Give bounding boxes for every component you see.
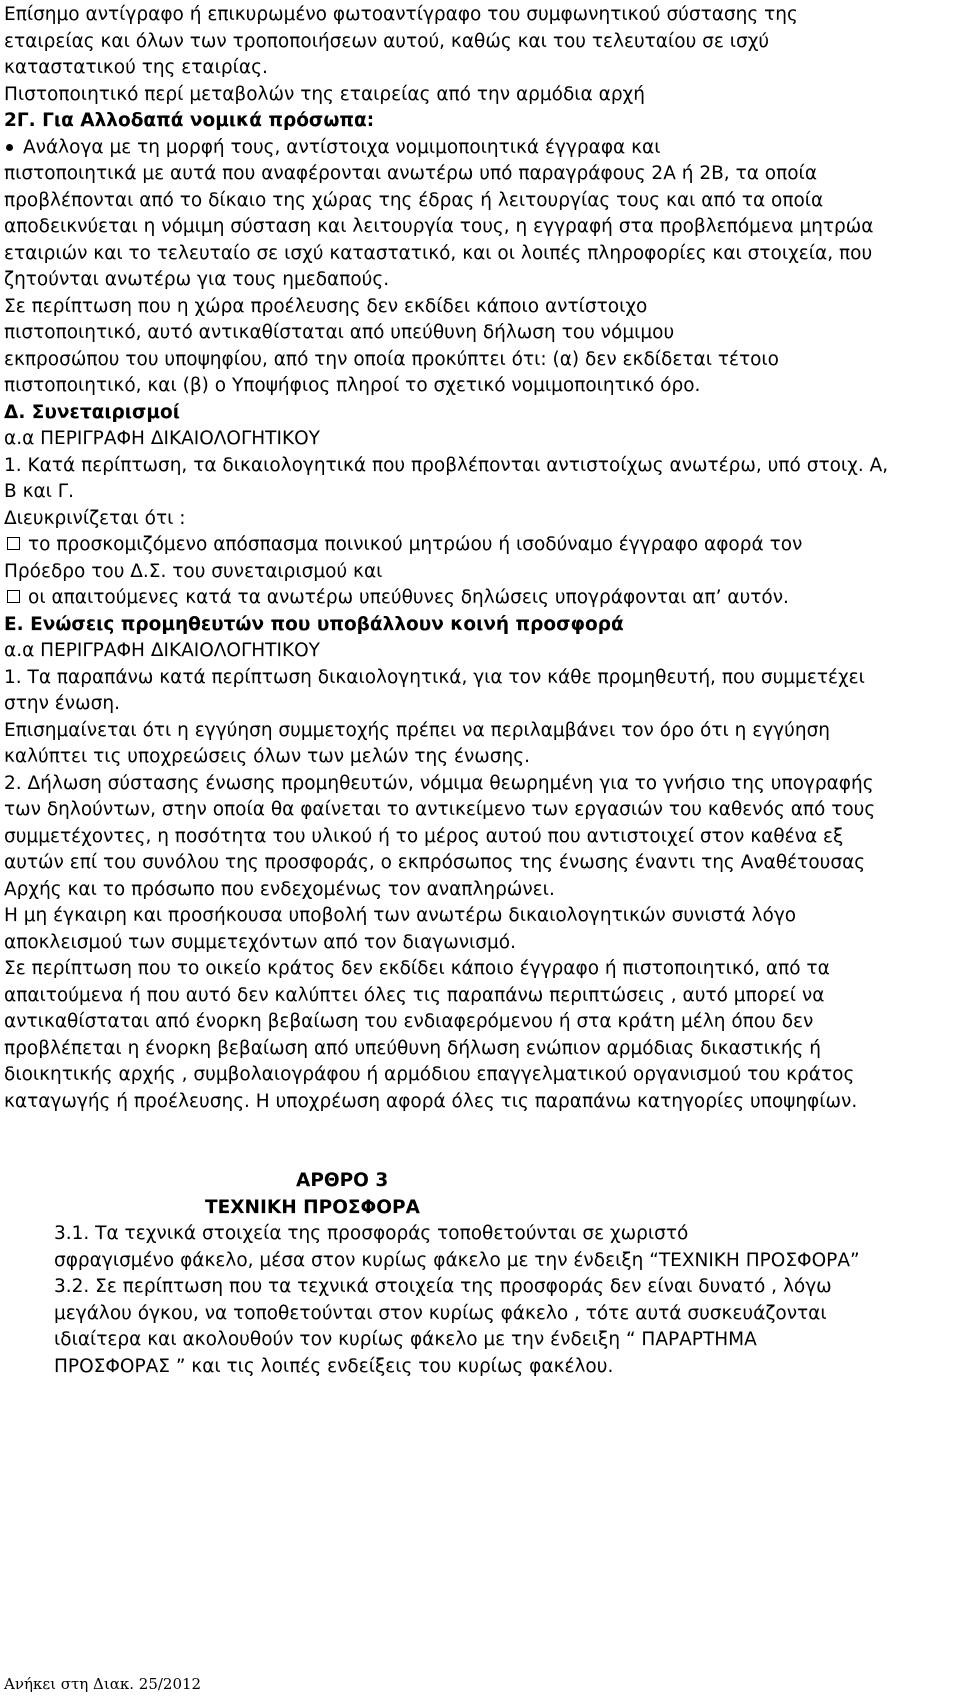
article-title: ΑΡΘΡΟ 3 [296,1170,389,1191]
text-line: εταιριών και το τελευταίο σε ισχύ καταστατικό, και οι λοιπές πληροφορίες και στοιχεία, που [4,243,873,264]
text-line: α.α ΠΕΡΙΓΡΑΦΗ ΔΙΚΑΙΟΛΟΓΗΤΙΚΟΥ [4,640,320,661]
text-line: Διευκρινίζεται ότι : [4,508,186,529]
text-line: αντικαθίσταται από ένορκη βεβαίωση του ενδιαφερόμενου ή στα κράτη μέλη όπου δεν [4,1011,814,1032]
text-line: Πιστοποιητικό περί μεταβολών της εταιρείας από την αρμόδια αρχή [4,84,645,105]
text-line: 3.2. Σε περίπτωση που τα τεχνικά στοιχεία της προσφοράς δεν είναι δυνατό , λόγω [54,1276,832,1297]
section-heading: Δ. Συνεταιρισμοί [4,402,180,423]
checkbox-item [4,534,802,556]
text-line: Πρόεδρο του Δ.Σ. του συνεταιρισμού και [4,561,383,582]
text-line: ζητούνται ανωτέρω για τους ημεδαπούς. [4,269,390,290]
text-line: 3.1. Τα τεχνικά στοιχεία της προσφοράς τοποθετούνται σε χωριστό [54,1223,689,1244]
text-line: σφραγισμένο φάκελο, μέσα στον κυρίως φάκελο με την ένδειξη “ΤΕΧΝΙΚΗ ΠΡΟΣΦΟΡΑ” [54,1250,860,1271]
text-line: Επίσημο αντίγραφο ή επικυρωμένο φωτοαντίγραφο του συμφωνητικού σύστασης της [4,4,798,25]
text-line: Σε περίπτωση που το οικείο κράτος δεν εκδίδει κάποιο έγγραφο ή πιστοποιητικό, από τα [4,958,830,979]
text-line: των δηλούντων, στην οποία θα φαίνεται το αντικείμενο των εργασιών του καθενός από τους [4,799,876,820]
text-line: το προσκομιζόμενο απόσπασμα ποινικού μητρώου ή ισοδύναμο έγγραφο αφορά τον [28,534,803,555]
text-line: ιδιαίτερα και ακολουθούν τον κυρίως φάκελο με την ένδειξη “ ΠΑΡΑΡΤΗΜΑ [54,1329,757,1350]
text-line: Επισημαίνεται ότι η εγγύηση συμμετοχής πρέπει να περιλαμβάνει τον όρο ότι η εγγύηση [4,720,831,741]
checkbox-icon [7,590,20,603]
section-heading: Ε. Ενώσεις προμηθευτών που υποβάλλουν κοινή προσφορά [4,614,624,635]
text-line: 1. Κατά περίπτωση, τα δικαιολογητικά που προβλέπονται αντιστοίχως ανωτέρω, υπό στοιχ. Α, [4,455,889,476]
text-line: Ανάλογα με τη μορφή τους, αντίστοιχα νομιμοποιητικά έγγραφα και [23,137,661,158]
text-line: αποδεικνύεται η νόμιμη σύσταση και λειτουργία τους, η εγγραφή στα προβλεπόμενα μητρώα [4,216,874,237]
text-line: 1. Τα παραπάνω κατά περίπτωση δικαιολογητικά, για τον κάθε προμηθευτή, που συμμετέχει [4,667,865,688]
text-line: οι απαιτούμενες κατά τα ανωτέρω υπεύθυνες δηλώσεις υπογράφονται απ’ αυτόν. [28,587,789,608]
bullet-icon [6,144,13,151]
text-line: απαιτούμενα ή που αυτό δεν καλύπτει όλες τις παραπάνω περιπτώσεις , αυτό μπορεί να [4,985,825,1006]
checkbox-icon [7,537,20,550]
text-line: α.α ΠΕΡΙΓΡΑΦΗ ΔΙΚΑΙΟΛΟΓΗΤΙΚΟΥ [4,428,320,449]
text-line: 2. Δήλωση σύστασης ένωσης προμηθευτών, νόμιμα θεωρημένη για το γνήσιο της υπογραφής [4,773,874,794]
text-line: πιστοποιητικά με αυτά που αναφέρονται ανωτέρω υπό παραγράφους 2Α ή 2Β, τα οποία [4,163,818,184]
text-line: συμμετέχοντες, η ποσότητα του υλικού ή το μέρος αυτού που αντιστοιχεί στον καθένα εξ [4,826,844,847]
text-line: προβλέπεται η ένορκη βεβαίωση από υπεύθυνη δήλωση ενώπιον αρμόδιας δικαστικής ή [4,1038,822,1059]
text-line: καταγωγής ή προέλευσης. Η υποχρέωση αφορά όλες τις παραπάνω κατηγορίες υποψηφίων. [4,1091,858,1112]
page-footer: Ανήκει στη Διακ. 25/2012 [4,1675,202,1693]
text-line: στην ένωση. [4,693,120,714]
text-line: Η μη έγκαιρη και προσήκουσα υποβολή των ανωτέρω δικαιολογητικών συνιστά λόγο [4,905,797,926]
text-line: ΠΡΟΣΦΟΡΑΣ ” και τις λοιπές ενδείξεις του κυρίως φακέλου. [54,1356,614,1377]
text-line: διοικητικής αρχής , συμβολαιογράφου ή αρμόδιου επαγγελματικού οργανισμού του κράτος [4,1064,855,1085]
section-heading: 2Γ. Για Αλλοδαπά νομικά πρόσωπα: [4,110,375,131]
article-subtitle: ΤΕΧΝΙΚΗ ΠΡΟΣΦΟΡΑ [205,1197,420,1218]
text-line: καταστατικού της εταιρίας. [4,57,268,78]
text-line: εταιρείας και όλων των τροποποιήσεων αυτού, καθώς και του τελευταίου σε ισχύ [4,31,770,52]
text-line: Σε περίπτωση που η χώρα προέλευσης δεν εκδίδει κάποιο αντίστοιχο [4,296,648,317]
checkbox-item [4,587,789,609]
text-line: αυτών επί του συνόλου της προσφοράς, ο εκπρόσωπος της ένωσης έναντι της Αναθέτουσας [4,852,866,873]
text-line: πιστοποιητικό, και (β) ο Υποψήφιος πληροί το σχετικό νομιμοποιητικό όρο. [4,375,701,396]
text-line: προβλέπονται από το δίκαιο της χώρας της έδρας ή λειτουργίας τους και από τα οποία [4,190,824,211]
text-line: καλύπτει τις υποχρεώσεις όλων των μελών της ένωσης. [4,746,530,767]
text-line: πιστοποιητικό, αυτό αντικαθίσταται από υπεύθυνη δήλωση του νόμιμου [4,322,675,343]
bullet-item [4,137,660,159]
text-line: Β και Γ. [4,481,74,502]
text-line: εκπροσώπου του υποψηφίου, από την οποία προκύπτει ότι: (α) δεν εκδίδεται τέτοιο [4,349,780,370]
text-line: μεγάλου όγκου, να τοποθετούνται στον κυρίως φάκελο , τότε αυτά συσκευάζονται [54,1303,827,1324]
text-line: Αρχής και το πρόσωπο που ενδεχομένως τον αναπληρώνει. [4,879,555,900]
text-line: αποκλεισμού των συμμετεχόντων από τον διαγωνισμό. [4,932,517,953]
